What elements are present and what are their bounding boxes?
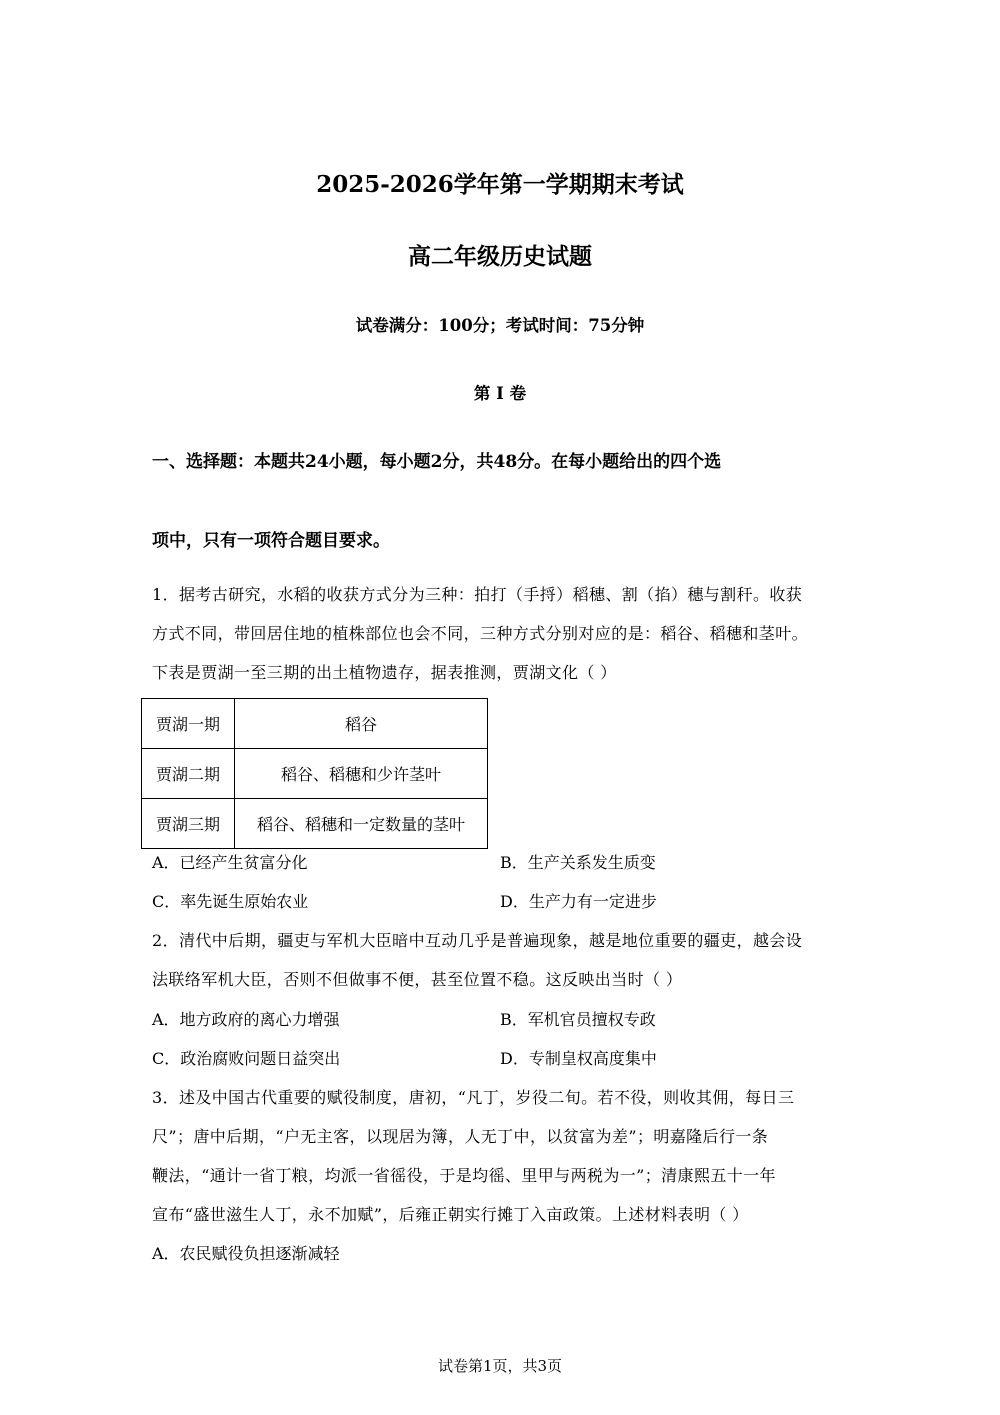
page-footer: 试卷第1页，共3页: [437, 1357, 563, 1375]
q3-line-2: 尺”；唐中后期，“户无主客，以现居为簿，人无丁中，以贫富为差”；明嘉隆后行一条: [152, 1127, 769, 1146]
q2-option-d: D．专制皇权高度集中: [500, 1049, 657, 1068]
q1-option-a: A．已经产生贫富分化: [152, 853, 308, 872]
table-cell-remains: 稻谷、稻穗和一定数量的茎叶: [235, 799, 488, 849]
q1-option-b: B．生产关系发生质变: [500, 853, 656, 872]
q2-line-1: 2．清代中后期，疆吏与军机大臣暗中互动几乎是普遍现象，越是地位重要的疆吏，越会设: [152, 931, 803, 950]
exam-info: 试卷满分：100分；考试时间：75分钟: [355, 316, 645, 335]
exam-subtitle: 高二年级历史试题: [408, 243, 592, 270]
q1-line-2: 方式不同，带回居住地的植株部位也会不同，三种方式分别对应的是：稻谷、稻穗和茎叶。: [152, 624, 809, 643]
q1-line-3: 下表是贾湖一至三期的出土植物遗存，据表推测，贾湖文化（ ）: [152, 663, 617, 682]
q2-option-a: A．地方政府的离心力增强: [152, 1010, 340, 1029]
q1-option-c: C．率先诞生原始农业: [152, 892, 309, 911]
q1-remains-table: [141, 698, 488, 849]
table-cell-period: 贾湖二期: [142, 749, 235, 799]
table-cell-period: 贾湖三期: [142, 799, 235, 849]
q3-line-1: 3．述及中国古代重要的赋役制度，唐初，“凡丁，岁役二旬。若不役，则收其佣，每日三: [152, 1088, 795, 1107]
table-cell-period: 贾湖一期: [142, 699, 235, 749]
q2-option-c: C．政治腐败问题日益突出: [152, 1049, 341, 1068]
table-row: [142, 699, 488, 749]
q2-line-2: 法联络军机大臣，否则不但做事不便，甚至位置不稳。这反映出当时（ ）: [152, 970, 683, 989]
q3-line-4: 宣布“盛世滋生人丁，永不加赋”，后雍正朝实行摊丁入亩政策。上述材料表明（ ）: [152, 1205, 749, 1224]
section-heading-line1: 一、选择题：本题共24小题，每小题2分，共48分。在每小题给出的四个选: [152, 452, 722, 472]
q1-option-d: D．生产力有一定进步: [500, 892, 657, 911]
volume-label: 第 I 卷: [473, 384, 527, 403]
q3-option-a: A．农民赋役负担逐渐减轻: [152, 1244, 340, 1263]
table-row: [142, 799, 488, 849]
table-cell-remains: 稻谷、稻穗和少许茎叶: [235, 749, 488, 799]
q2-option-b: B．军机官员擅权专政: [500, 1010, 656, 1029]
table-row: [142, 749, 488, 799]
exam-title: 2025-2026学年第一学期期末考试: [316, 171, 684, 198]
q3-line-3: 鞭法，“通计一省丁粮，均派一省徭役，于是均徭、里甲与两税为一”；清康熙五十一年: [152, 1166, 776, 1185]
section-heading-line2: 项中，只有一项符合题目要求。: [152, 531, 390, 551]
table-cell-remains: 稻谷: [235, 699, 488, 749]
q1-line-1: 1．据考古研究，水稻的收获方式分为三种：拍打（手捋）稻穗、割（掐）穗与割秆。收获: [152, 585, 803, 604]
